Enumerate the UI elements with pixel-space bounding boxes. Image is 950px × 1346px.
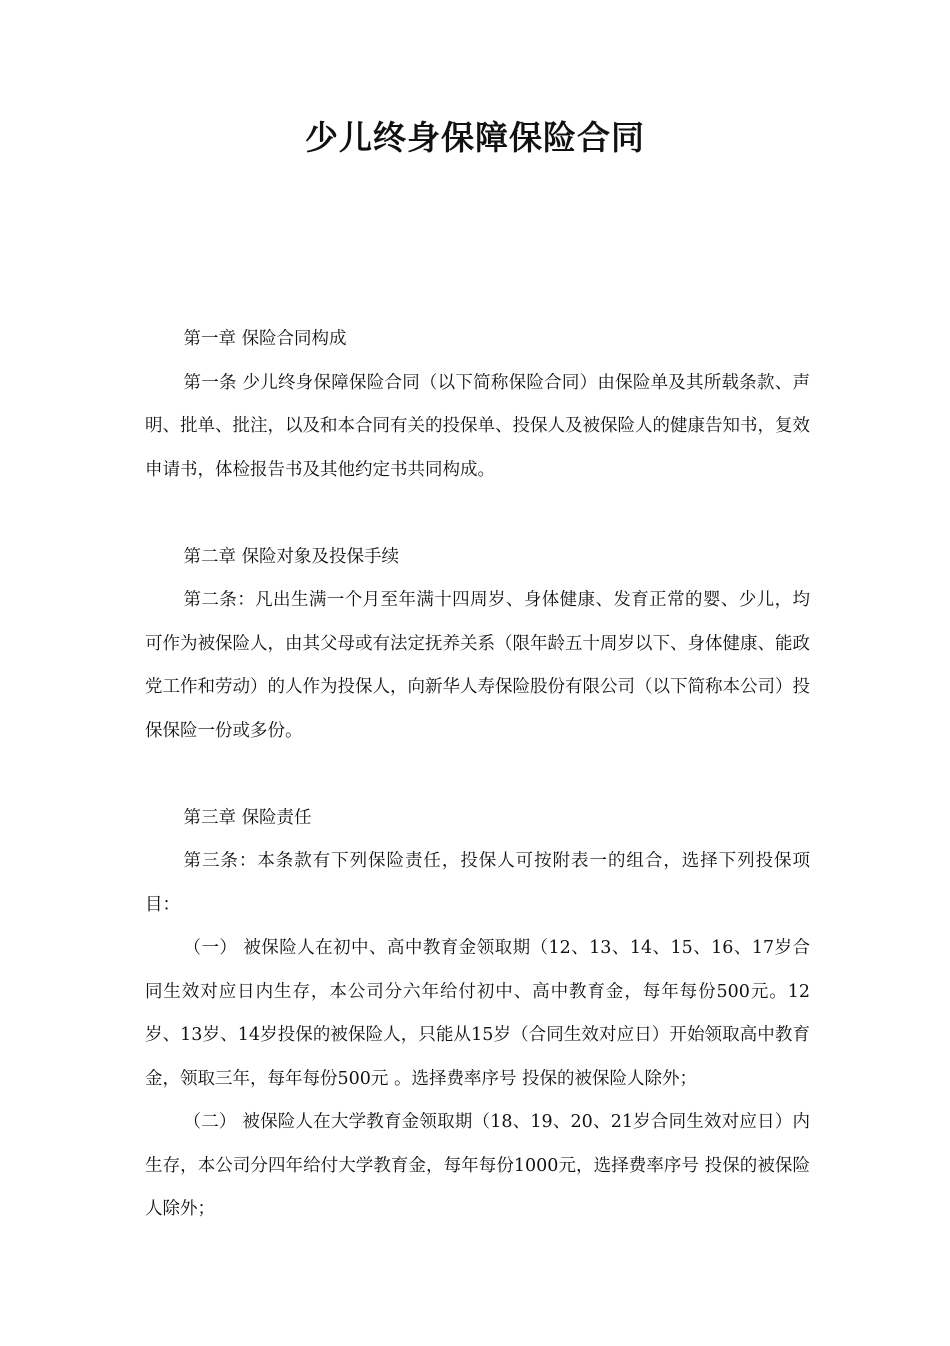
document-title: 少儿终身保障保险合同: [305, 118, 645, 157]
chapter-1-heading: 第一章 保险合同构成: [183, 329, 347, 349]
article-1-paragraph: 第一条 少儿终身保障保险合同（以下简称保险合同）由保险单及其所载条款、声明、批单、批注，以及和本合同有关的投保单、投保人及被保险人的健康告知书，复效申请书，体检报告书及其他约定书共同构成。: [145, 372, 810, 480]
chapter-3-heading: 第三章 保险责任: [183, 807, 312, 828]
document-body: [145, 318, 810, 1232]
article-2-paragraph: 第二条：凡出生满一个月至年满十四周岁、身体健康、发育正常的婴、少儿，均可作为被保险人，由其父母或有法定抚养关系（限年龄五十周岁以下、身体健康、能政党工作和劳动）的人作为投保人，向新华人寿保险股份有限公司（以下简称本公司）投保保险一份或多份。: [145, 590, 810, 741]
article-3-item-2: （二） 被保险人在大学教育金领取期（18、19、20、21岁合同生效对应日）内生存，本公司分四年给付大学教育金，每年每份1000元，选择费率序号 投保的被保险人除外；: [145, 1112, 810, 1219]
article-3-item-1: （一） 被保险人在初中、高中教育金领取期（12、13、14、15、16、17岁合同生效对应日内生存，本公司分六年给付初中、高中教育金，每年每份500元。12岁、13岁、14岁投保的被保险人，只能从15岁（合同生效对应日）开始领取高中教育金，领取三年，每年每份500元 。选择费率序号 投保的被保险人除外；: [145, 938, 810, 1089]
chapter-2-heading: 第二章 保险对象及投保手续: [183, 546, 400, 567]
article-3-paragraph: 第三条：本条款有下列保险责任，投保人可按附表一的组合，选择下列投保项目：: [145, 851, 810, 915]
